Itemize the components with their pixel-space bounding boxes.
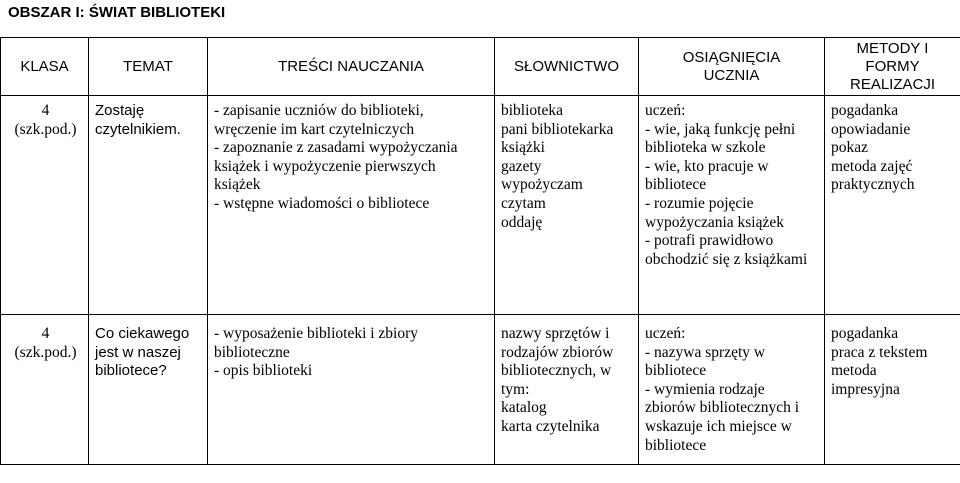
cell-temat: [89, 315, 208, 465]
cell-text-line: karta czytelnika: [501, 417, 600, 435]
cell-text-line: - wie, jaką funkcję pełni: [645, 120, 796, 138]
cell-text-line: praca z tekstem: [831, 343, 928, 361]
cell-text-line: biblioteczne: [214, 343, 290, 361]
cell-text-line: jest w naszej: [95, 343, 181, 361]
cell-text-line: bibliotece: [645, 436, 707, 454]
cell-text-line: pokaz: [831, 139, 869, 157]
section-title: OBSZAR I: ŚWIAT BIBLIOTEKI: [8, 4, 226, 21]
cell-text-line: pani bibliotekarka: [501, 120, 614, 138]
cell-text-line: metoda: [831, 362, 877, 380]
cell-text-line: rodzajów zbiorów: [501, 343, 614, 361]
cell-text-line: - rozumie pojęcie: [645, 194, 754, 212]
cell-text-line: książki: [501, 139, 545, 157]
cell-text-line: czytam: [501, 194, 546, 212]
cell-text-line: Co ciekawego: [95, 325, 190, 342]
cell-text-line: oddaję: [501, 213, 543, 231]
cell-text-line: opowiadanie: [831, 120, 911, 138]
cell-text-line: Zostaję: [95, 102, 145, 119]
cell-temat: [89, 96, 208, 315]
cell-text-line: (szk.pod.): [14, 120, 77, 138]
cell-klasa: [1, 96, 89, 315]
cell-text-line: czytelnikiem.: [95, 120, 181, 138]
cell-text-line: wypożyczam: [501, 176, 583, 194]
cell-text-line: tym:: [501, 380, 530, 398]
cell-text-line: - zapisanie uczniów do biblioteki,: [214, 102, 424, 119]
cell-text-line: - wie, kto pracuje w: [645, 157, 769, 175]
curriculum-table: [0, 37, 960, 465]
cell-text-line: - nazywa sprzęty w: [645, 343, 766, 361]
cell-text-line: książek i wypożyczenie pierwszych: [214, 157, 436, 175]
table-row: [1, 315, 960, 465]
cell-metody-formy: [825, 96, 960, 315]
cell-text-line: praktycznych: [831, 176, 915, 194]
table-row: [1, 96, 960, 315]
cell-osiagniecia-ucznia: [639, 96, 825, 315]
cell-text-line: nazwy sprzętów i: [501, 325, 610, 342]
header-slownictwo: SŁOWNICTWO: [495, 38, 639, 96]
cell-text-line: wskazuje ich miejsce w: [645, 417, 792, 435]
header-tresci-nauczania: TREŚCI NAUCZANIA: [208, 38, 495, 96]
header-klasa: KLASA: [1, 38, 89, 96]
cell-text-line: - zapoznanie z zasadami wypożyczania: [214, 139, 458, 157]
cell-osiagniecia-ucznia: [639, 315, 825, 465]
header-metody-formy: METODY I FORMY REALIZACJI: [825, 38, 960, 96]
cell-text-line: wypożyczania książek: [645, 213, 785, 231]
cell-text-line: bibliotece: [645, 362, 707, 380]
header-osiagniecia-ucznia: OSIĄGNIĘCIA UCZNIA: [639, 38, 825, 96]
cell-text-line: biblioteka w szkole: [645, 139, 766, 157]
cell-klasa: [1, 315, 89, 465]
cell-text-line: bibliotece: [645, 176, 707, 194]
cell-text-line: - wyposażenie biblioteki i zbiory: [214, 325, 419, 342]
cell-text-line: katalog: [501, 399, 547, 417]
cell-text-line: bibliotecznych, w: [501, 362, 612, 380]
cell-metody-formy: [825, 315, 960, 465]
cell-text-line: - opis biblioteki: [214, 362, 313, 380]
cell-text-line: - wstępne wiadomości o bibliotece: [214, 194, 430, 212]
cell-tresci-nauczania: [208, 96, 495, 315]
cell-text-line: (szk.pod.): [14, 343, 77, 361]
cell-text-line: - potrafi prawidłowo: [645, 232, 774, 250]
cell-slownictwo: [495, 96, 639, 315]
cell-text-line: impresyjna: [831, 380, 900, 398]
header-temat: TEMAT: [89, 38, 208, 96]
cell-text-line: wręczenie im kart czytelniczych: [214, 120, 415, 138]
cell-tresci-nauczania: [208, 315, 495, 465]
cell-text-line: książek: [214, 176, 261, 194]
cell-slownictwo: [495, 315, 639, 465]
cell-text-line: 4: [41, 102, 50, 119]
cell-text-line: obchodzić się z książkami: [645, 250, 808, 268]
cell-text-line: uczeń:: [645, 325, 686, 342]
cell-text-line: gazety: [501, 157, 542, 175]
cell-text-line: bibliotece?: [95, 362, 167, 380]
cell-text-line: pogadanka: [831, 102, 899, 119]
cell-text-line: uczeń:: [645, 102, 686, 119]
cell-text-line: metoda zajęć: [831, 157, 913, 175]
cell-text-line: - wymienia rodzaje: [645, 380, 765, 398]
cell-text-line: zbiorów bibliotecznych i: [645, 399, 800, 417]
header-row: [1, 38, 960, 96]
cell-text-line: pogadanka: [831, 325, 899, 342]
cell-text-line: 4: [41, 325, 50, 342]
cell-text-line: biblioteka: [501, 102, 563, 119]
